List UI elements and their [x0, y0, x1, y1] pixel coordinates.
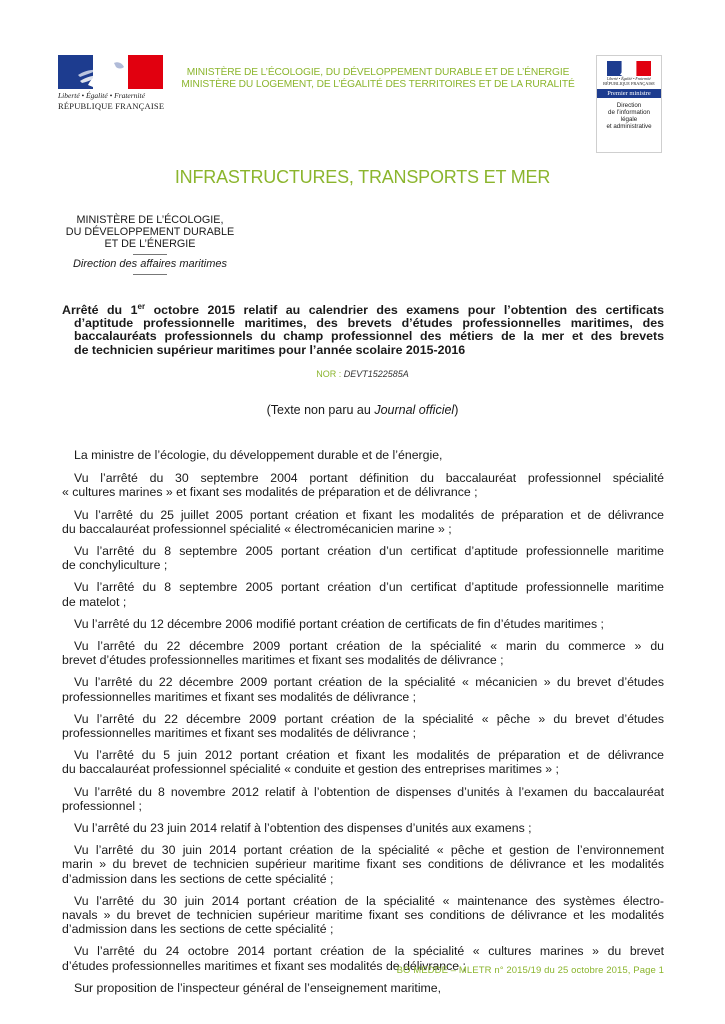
page-footer: BO MEDDE – MLETR n° 2015/19 du 25 octobre 2015, Page 1: [396, 965, 664, 976]
paragraph-line: Vu l’arrêté du 25 juillet 2005 portant création et fixant les modalités de préparation et de délivrance: [74, 507, 664, 522]
arrete-title-line: de technicien supérieur maritimes pour l’année scolaire 2015-2016: [74, 342, 466, 357]
republique-text: RÉPUBLIQUE FRANÇAISE: [58, 101, 165, 111]
divider: [133, 254, 167, 255]
paragraph-line: Vu l’arrêté du 22 décembre 2009 portant création de la spécialité « mécanicien » du brevet d’études: [74, 675, 664, 690]
paragraph-line: Vu l’arrêté du 12 décembre 2006 modifié portant création de certificats de fin d’études maritimes ;: [74, 616, 604, 631]
paragraph-line: Vu l’arrêté du 22 décembre 2009 portant création de la spécialité « marin du commerce » du: [74, 639, 664, 654]
paragraph-line: d’admission dans les sections de cette spécialité ;: [62, 922, 334, 937]
paragraph: [62, 981, 664, 995]
paragraph-line: marin » du brevet de technicien supérieur maritime fixant ses conditions de délivrance et les modalités: [62, 857, 664, 872]
ministry-line-2: MINISTÈRE DU LOGEMENT, DE L’ÉGALITÉ DES TERRITOIRES ET DE LA RURALITÉ: [181, 79, 575, 90]
paragraph-line: du baccalauréat professionnel spécialité « conduite et gestion des entreprises maritimes » ;: [62, 762, 559, 777]
dila-line: et administrative: [606, 123, 652, 130]
nor-label: NOR :: [316, 369, 342, 379]
paragraph: [62, 544, 664, 572]
paragraph-line: La ministre de l’écologie, du développement durable et de l’énergie,: [74, 448, 443, 462]
paragraph: [62, 748, 664, 776]
paragraph-line: du baccalauréat professionnel spécialité « électromécanicien marine » ;: [62, 521, 452, 536]
paragraph-line: Vu l’arrêté du 30 juin 2014 portant création de la spécialité « maintenance des systèmes électro-: [74, 893, 664, 908]
paragraph-line: Vu l’arrêté du 5 juin 2012 portant création et fixant les modalités de préparation et de délivrance: [74, 748, 664, 763]
paragraph-line: professionnel ;: [62, 798, 142, 813]
paragraph-line: Vu l’arrêté du 22 décembre 2009 portant création de la spécialité « pêche » du brevet d’études: [74, 711, 664, 726]
paragraph: [62, 448, 664, 462]
paragraph: [62, 821, 664, 835]
dila-text: [597, 102, 661, 130]
paragraph: [62, 508, 664, 536]
issuer-line: ET DE L’ÉNERGIE: [104, 238, 196, 250]
paragraph: [62, 580, 664, 608]
paragraph: [62, 712, 664, 740]
paragraph-line: de conchyliculture ;: [62, 558, 168, 573]
dila-line: Direction: [616, 102, 642, 109]
paragraph-line: Vu l’arrêté du 30 septembre 2004 portant définition du baccalauréat professionnel spécialité: [74, 471, 664, 486]
document-body: [62, 440, 664, 995]
arrete-title: [62, 301, 664, 357]
paragraph: [62, 639, 664, 667]
paragraph-line: de matelot ;: [62, 594, 127, 609]
paragraph-line: d’études professionnelles maritimes et fixant ses modalités de délivrance ;: [62, 958, 466, 973]
issuer-line: MINISTÈRE DE L’ÉCOLOGIE,: [76, 214, 224, 226]
paragraph: [62, 785, 664, 813]
paragraph-line: « cultures marines » et fixant ses modalités de préparation et de délivrance ;: [62, 485, 478, 500]
paragraph: [62, 894, 664, 937]
paragraph-line: Vu l’arrêté du 24 octobre 2014 portant création de la spécialité « cultures marines » du brevet: [74, 944, 664, 959]
dila-line: de l’information: [608, 109, 650, 116]
issuer-block: [60, 214, 240, 275]
arrete-title-line: d’aptitude professionnelle maritimes, des brevets d’études professionnelles maritimes, des: [74, 316, 664, 331]
paragraph: [62, 675, 664, 703]
right-republique: RÉPUBLIQUE FRANÇAISE: [603, 81, 655, 86]
paragraph: [62, 471, 664, 499]
marianne-small-icon: [607, 61, 651, 76]
nor-code: DEVT1522585A: [343, 369, 409, 379]
devise-text: Liberté • Égalité • Fraternité: [58, 91, 145, 100]
premier-ministre-logo: [596, 55, 662, 153]
paragraph-line: Vu l’arrêté du 23 juin 2014 relatif à l’obtention des dispenses d’unités aux examens ;: [74, 821, 532, 836]
paragraph-line: professionnelles maritimes et fixant ses modalités de délivrance ;: [62, 689, 417, 704]
paragraph: [62, 843, 664, 886]
paragraph-line: professionnelles maritimes et fixant ses modalités de délivrance ;: [62, 726, 417, 741]
paragraph-line: d’admission dans les sections de cette spécialité ;: [62, 871, 334, 886]
paragraph-line: Vu l’arrêté du 8 septembre 2005 portant création d’un certificat d’aptitude professionnelle maritime: [74, 544, 664, 559]
divider: [133, 274, 167, 275]
ministries-header: [172, 67, 584, 91]
paragraph-line: Vu l’arrêté du 8 septembre 2005 portant création d’un certificat d’aptitude professionnelle maritime: [74, 580, 664, 595]
issuer-line: DU DÉVELOPPEMENT DURABLE: [65, 226, 235, 238]
paragraph-line: navals » du brevet de technicien supérieur maritime fixant ses conditions de délivrance et les modalités: [62, 908, 664, 923]
arrete-title-line: baccalauréats professionnels du champ professionnel des métiers de la mer et des brevets: [74, 329, 664, 344]
paragraph-line: Vu l’arrêté du 30 juin 2014 portant création de la spécialité « pêche et gestion de l’environnement: [74, 843, 664, 858]
marianne-logo: [58, 55, 166, 111]
paragraph-line: Sur proposition de l’inspecteur général de l’enseignement maritime,: [74, 980, 442, 995]
nor-reference: [0, 369, 725, 379]
premier-ministre-band: Premier ministre: [597, 89, 661, 98]
arrete-title-line: Arrêté du 1er octobre 2015 relatif au calendrier des examens pour l’obtention des certificats: [62, 301, 664, 317]
ministry-line-1: MINISTÈRE DE L’ÉCOLOGIE, DU DÉVELOPPEMENT DURABLE ET DE L’ÉNERGIE: [186, 67, 570, 78]
section-title: INFRASTRUCTURES, TRANSPORTS ET MER: [174, 167, 551, 187]
right-devise: Liberté • Égalité • Fraternité: [607, 77, 651, 81]
direction-name: Direction des affaires maritimes: [72, 258, 228, 270]
paragraph: [62, 617, 664, 631]
jo-note: (Texte non paru au Journal officiel): [266, 403, 459, 417]
paragraph-line: Vu l’arrêté du 8 novembre 2012 relatif à l’obtention de dispenses d’unités à l’examen du baccalauréat: [74, 784, 664, 799]
dila-line: légale: [620, 116, 638, 123]
paragraph-line: brevet d’études professionnelles maritimes et fixant ses modalités de délivrance ;: [62, 653, 504, 668]
marianne-flag-icon: [58, 55, 163, 89]
